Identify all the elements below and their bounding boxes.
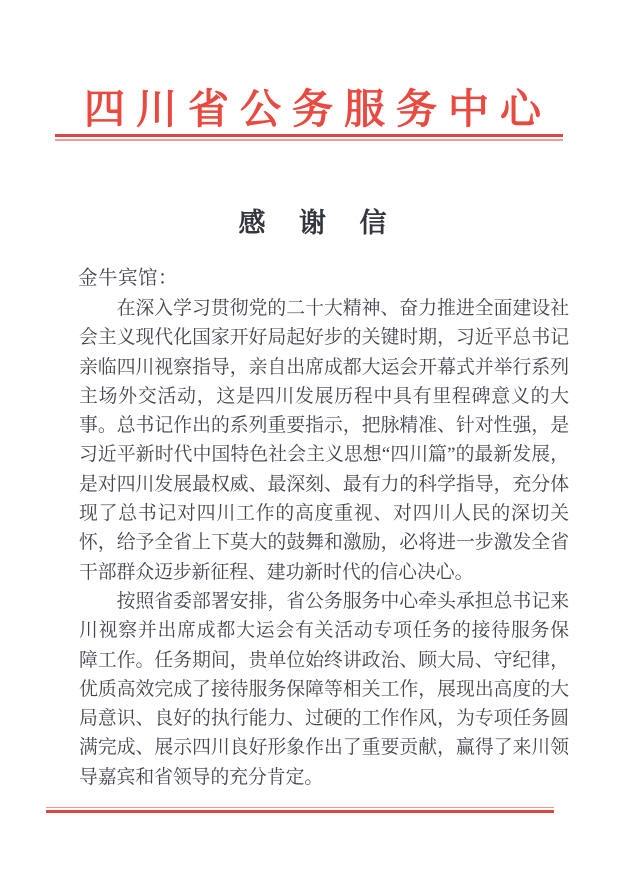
- body-line: 干部群众迈步新征程、建功新时代的信心决心。: [79, 561, 474, 583]
- body-line: 优质高效完成了接待服务保障等相关工作，展现出高度的大: [79, 678, 569, 700]
- document-title: 感 谢 信: [238, 208, 400, 238]
- body-line: 川视察并出席成都大运会有关活动专项任务的接待服务保: [79, 620, 569, 642]
- body-line: 满完成、展示四川良好形象作出了重要贡献，赢得了来川领: [79, 737, 569, 759]
- letterhead-org-name: 四川省公务服务中心: [84, 86, 552, 132]
- body-line: 会主义现代化国家开好局起好步的关键时期，习近平总书记: [79, 327, 569, 349]
- body-line: 按照省委部署安排，省公务服务中心牵头承担总书记来: [116, 590, 569, 612]
- salutation: 金牛宾馆：: [78, 268, 179, 289]
- header-rule-thick: [55, 134, 563, 137]
- body-line: 习近平新时代中国特色社会主义思想“四川篇”的最新发展，: [79, 444, 569, 466]
- body-line: 障工作。任务期间，贵单位始终讲政治、顾大局、守纪律，: [79, 649, 569, 671]
- body-line: 现了总书记对四川工作的高度重视、对四川人民的深切关: [79, 503, 569, 525]
- body-line: 亲临四川视察指导，亲自出席成都大运会开幕式并举行系列: [79, 356, 569, 378]
- footer-rule-thick: [46, 810, 554, 813]
- body-line: 怀，给予全省上下莫大的鼓舞和激励，必将进一步激发全省: [79, 532, 569, 554]
- body-line: 事。总书记作出的系列重要指示，把脉精准、针对性强，是: [79, 415, 569, 437]
- footer-rule-thin: [46, 807, 554, 809]
- body-line: 局意识、良好的执行能力、过硬的工作作风，为专项任务圆: [79, 708, 569, 730]
- body-line: 主场外交活动，这是四川发展历程中具有里程碑意义的大: [79, 385, 569, 407]
- body-line: 在深入学习贯彻党的二十大精神、奋力推进全面建设社: [116, 298, 569, 319]
- body-line: 导嘉宾和省领导的充分肯定。: [79, 766, 324, 788]
- header-rule-thin: [55, 139, 563, 141]
- letter-body: [79, 294, 569, 792]
- body-line: 是对四川发展最权威、最深刻、最有力的科学指导，充分体: [79, 473, 569, 495]
